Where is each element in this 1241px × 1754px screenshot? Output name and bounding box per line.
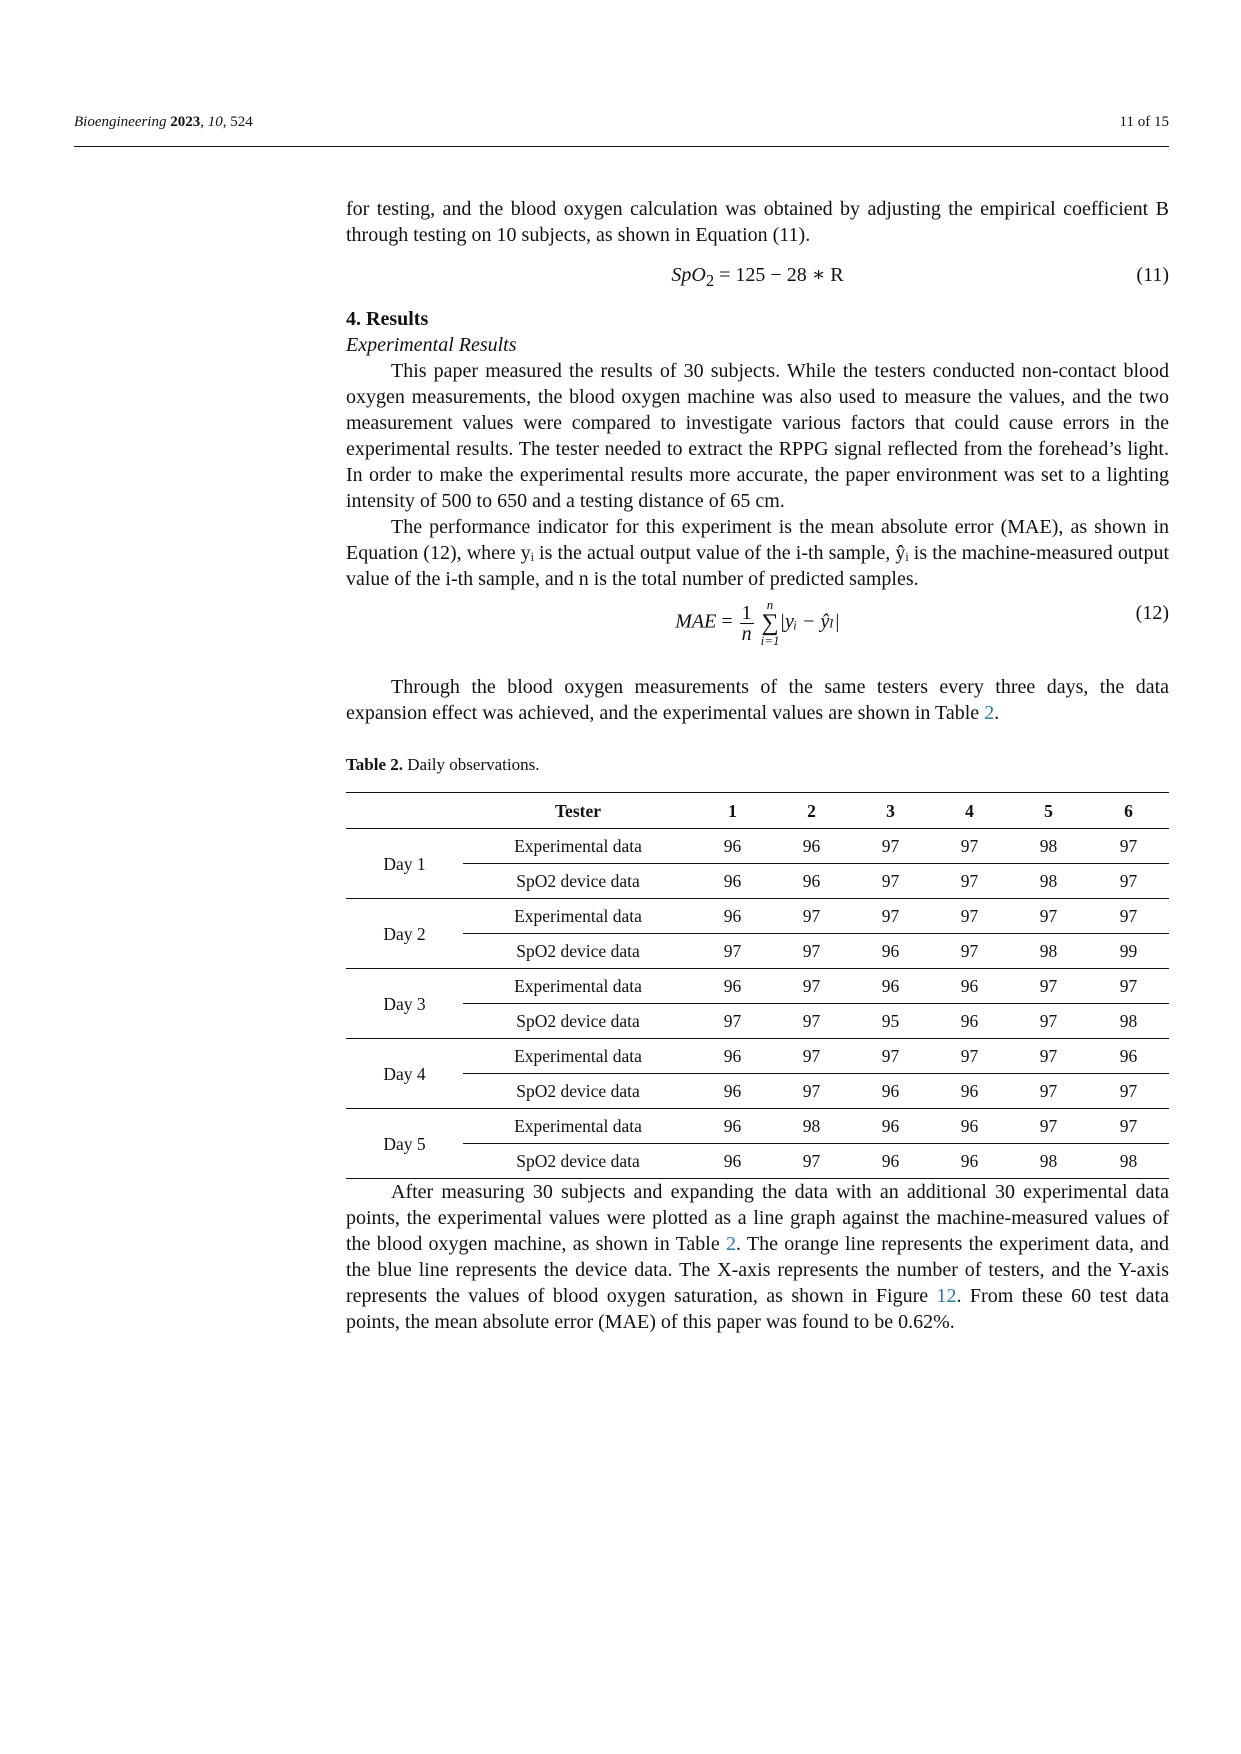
p3-end: . [994, 702, 1000, 724]
eq11-lhs: SpO [671, 264, 706, 286]
cell: 98 [772, 1109, 851, 1144]
p4-text-c: . From these 60 test data points, the mean absolute error (MAE) of this paper was found to be 0.62%. [346, 1285, 1169, 1333]
cell: 96 [772, 829, 851, 864]
p4-text-a: After measuring 30 subjects and expanding the data with an additional 30 experimental data points, the experimental values were plotted as a line graph against the machine-measured values of the blood oxygen machine, as shown in Table [346, 1181, 1169, 1255]
cell: 96 [851, 1074, 930, 1109]
figure-12-link[interactable]: 12 [936, 1285, 957, 1307]
header-cell-empty [346, 793, 463, 829]
row-label: Experimental data [463, 1039, 693, 1074]
table-row [346, 1144, 1169, 1179]
eq12-equals: = [721, 610, 733, 633]
table-row [346, 1039, 1169, 1074]
cell: 97 [772, 1039, 851, 1074]
running-header [74, 114, 1169, 131]
table-row [346, 1074, 1169, 1109]
equation-11 [346, 256, 1169, 300]
paragraph-subjects: This paper measured the results of 30 subjects. While the testers conducted non-contact blood oxygen measurements, the blood oxygen machine was also used to measure the values, and the two measurement values were compared to investigate various factors that could cause errors in the experimental results. The tester needed to extract the RPPG signal reflected from the forehead’s light. In order to make the experimental results more accurate, the paper environment was set to a lighting intensity of 500 to 650 and a testing distance of 65 cm. [346, 360, 1169, 512]
header-cell-6: 6 [1088, 793, 1169, 829]
cell: 98 [1009, 829, 1088, 864]
cell: 96 [851, 1109, 930, 1144]
table-caption-text: Daily observations. [403, 755, 540, 774]
cell: 97 [1009, 1039, 1088, 1074]
cell: 98 [1009, 934, 1088, 969]
table-row [346, 1109, 1169, 1144]
equation-12-expression [346, 598, 1169, 648]
cell: 97 [1009, 1074, 1088, 1109]
table-row [346, 1004, 1169, 1039]
table-caption-label: Table 2. [346, 755, 404, 774]
subsection-heading: Experimental Results [346, 334, 517, 356]
cell: 97 [1009, 899, 1088, 934]
cell: 95 [851, 1004, 930, 1039]
day-label: Day 3 [346, 969, 463, 1039]
cell: 97 [772, 934, 851, 969]
cell: 96 [723, 1151, 742, 1171]
eq11-subscript: 2 [705, 271, 715, 290]
cell: 96 [960, 1151, 979, 1171]
eq12-lhs: MAE [675, 610, 717, 633]
cell: 97 [851, 1039, 930, 1074]
cell: 97 [1088, 969, 1169, 1004]
row-label: SpO2 device data [463, 1074, 693, 1109]
cell: 97 [693, 934, 772, 969]
cell: 97 [930, 934, 1009, 969]
page-body [346, 196, 1169, 1335]
row-label: SpO2 device data [463, 934, 693, 969]
table-row [346, 829, 1169, 864]
table-caption [346, 752, 1169, 778]
row-label: Experimental data [463, 1109, 693, 1144]
cell: 96 [693, 1109, 772, 1144]
cell: 96 [930, 969, 1009, 1004]
day-label: Day 4 [346, 1039, 463, 1109]
cell: 96 [930, 1074, 1009, 1109]
table-2-link[interactable]: 2 [726, 1233, 737, 1255]
cell: 96 [930, 1109, 1009, 1144]
cell: 96 [693, 1074, 772, 1109]
cell: 96 [693, 864, 772, 899]
cell: 97 [772, 1004, 851, 1039]
cell: 97 [693, 1004, 772, 1039]
row-label: Experimental data [463, 899, 693, 934]
p4-text-b: . The orange line represents the experiment data, and the blue line represents the device data. The X-axis represents the number of testers, and the Y-axis represents the values of blood oxygen saturation, as shown in Figure [346, 1233, 1169, 1307]
equation-12 [346, 594, 1169, 660]
cell: 96 [693, 829, 772, 864]
paragraph-data-expansion [346, 674, 1169, 726]
cell: 97 [851, 899, 930, 934]
cell: 97 [1088, 864, 1169, 899]
table-row [346, 934, 1169, 969]
cell: 97 [851, 864, 930, 899]
cell: 98 [1088, 1004, 1169, 1039]
row-label: SpO2 device data [463, 864, 693, 899]
cell: 97 [1009, 1109, 1088, 1144]
journal-citation: Bioengineering 2023, 10, 524 [74, 114, 253, 130]
header-divider [74, 146, 1169, 147]
paragraph-mae-definition: The performance indicator for this experiment is the mean absolute error (MAE), as shown in Equation (12), where yᵢ is the actual output value of the i-th sample, ŷᵢ is the machine-measured output value of the i-th sample, and n is the total number of predicted samples. [346, 516, 1169, 590]
eq12-sum-lower: i=1 [760, 633, 780, 648]
cell: 97 [772, 969, 851, 1004]
cell: 96 [772, 864, 851, 899]
equation-12-number: (12) [1135, 602, 1169, 624]
article-number: 524 [230, 114, 253, 130]
cell: 97 [802, 1151, 821, 1171]
cell: 96 [851, 969, 930, 1004]
row-label: Experimental data [463, 829, 693, 864]
header-cell-3: 3 [851, 793, 930, 829]
page-number: 11 of 15 [1119, 114, 1169, 130]
header-cell-1: 1 [693, 793, 772, 829]
cell: 96 [693, 969, 772, 1004]
p3-text: Through the blood oxygen measurements of the same testers every three days, the data expansion effect was achieved, and the experimental values are shown in Table [346, 676, 1169, 724]
cell: 97 [1088, 1074, 1169, 1109]
row-label: Experimental data [463, 969, 693, 1004]
table-row [346, 864, 1169, 899]
day-label: Day 2 [346, 899, 463, 969]
cell: 97 [1009, 1004, 1088, 1039]
eq11-rhs: = 125 − 28 ∗ R [714, 264, 844, 286]
cell: 97 [930, 899, 1009, 934]
cell: 97 [1088, 829, 1169, 864]
journal-name: Bioengineering [74, 114, 167, 130]
cell: 97 [1009, 969, 1088, 1004]
eq12-numerator: 1 [741, 601, 752, 624]
section-heading: 4. Results [346, 308, 429, 330]
cell: 97 [1088, 1109, 1169, 1144]
header-cell-tester: Tester [463, 793, 693, 829]
cell: 97 [930, 864, 1009, 899]
cell: 97 [772, 899, 851, 934]
journal-volume: 10 [207, 114, 223, 130]
cell: 96 [851, 934, 930, 969]
equation-11-number: (11) [1136, 264, 1169, 286]
table-2-link[interactable]: 2 [984, 702, 995, 724]
daily-observations-table [346, 792, 1169, 1179]
cell: 96 [1088, 1039, 1169, 1074]
paragraph-mae-result [346, 1179, 1169, 1335]
intro-paragraph: for testing, and the blood oxygen calculation was obtained by adjusting the empirical coefficient B through testing on 10 subjects, as shown in Equation (11). [346, 198, 1169, 246]
cell: 96 [881, 1151, 900, 1171]
header-cell-5: 5 [1009, 793, 1088, 829]
eq12-sum-upper: n [766, 597, 774, 612]
eq12-body: |yᵢ − ŷₗ| [779, 610, 840, 633]
journal-year: 2023 [170, 114, 201, 130]
row-label: SpO2 device data [463, 1004, 693, 1039]
day-label: Day 1 [346, 829, 463, 899]
cell: 96 [930, 1004, 1009, 1039]
table-row [346, 899, 1169, 934]
eq12-denominator: n [741, 622, 752, 645]
day-label: Day 5 [383, 1133, 426, 1154]
row-label: SpO2 device data [516, 1151, 640, 1171]
equation-11-expression [346, 262, 1169, 294]
eq12-fraction [740, 603, 754, 644]
cell: 97 [1088, 899, 1169, 934]
eq12-summation [761, 598, 780, 648]
sigma-icon: ∑ [761, 610, 779, 636]
header-cell-2: 2 [772, 793, 851, 829]
cell: 98 [1119, 1151, 1138, 1171]
cell: 97 [930, 829, 1009, 864]
cell: 96 [693, 1039, 772, 1074]
cell: 98 [1039, 1151, 1058, 1171]
cell: 98 [1009, 864, 1088, 899]
cell: 97 [851, 829, 930, 864]
header-cell-4: 4 [930, 793, 1009, 829]
cell: 99 [1088, 934, 1169, 969]
table-row [346, 969, 1169, 1004]
table-header-row [346, 793, 1169, 829]
cell: 96 [693, 899, 772, 934]
cell: 97 [772, 1074, 851, 1109]
cell: 97 [930, 1039, 1009, 1074]
